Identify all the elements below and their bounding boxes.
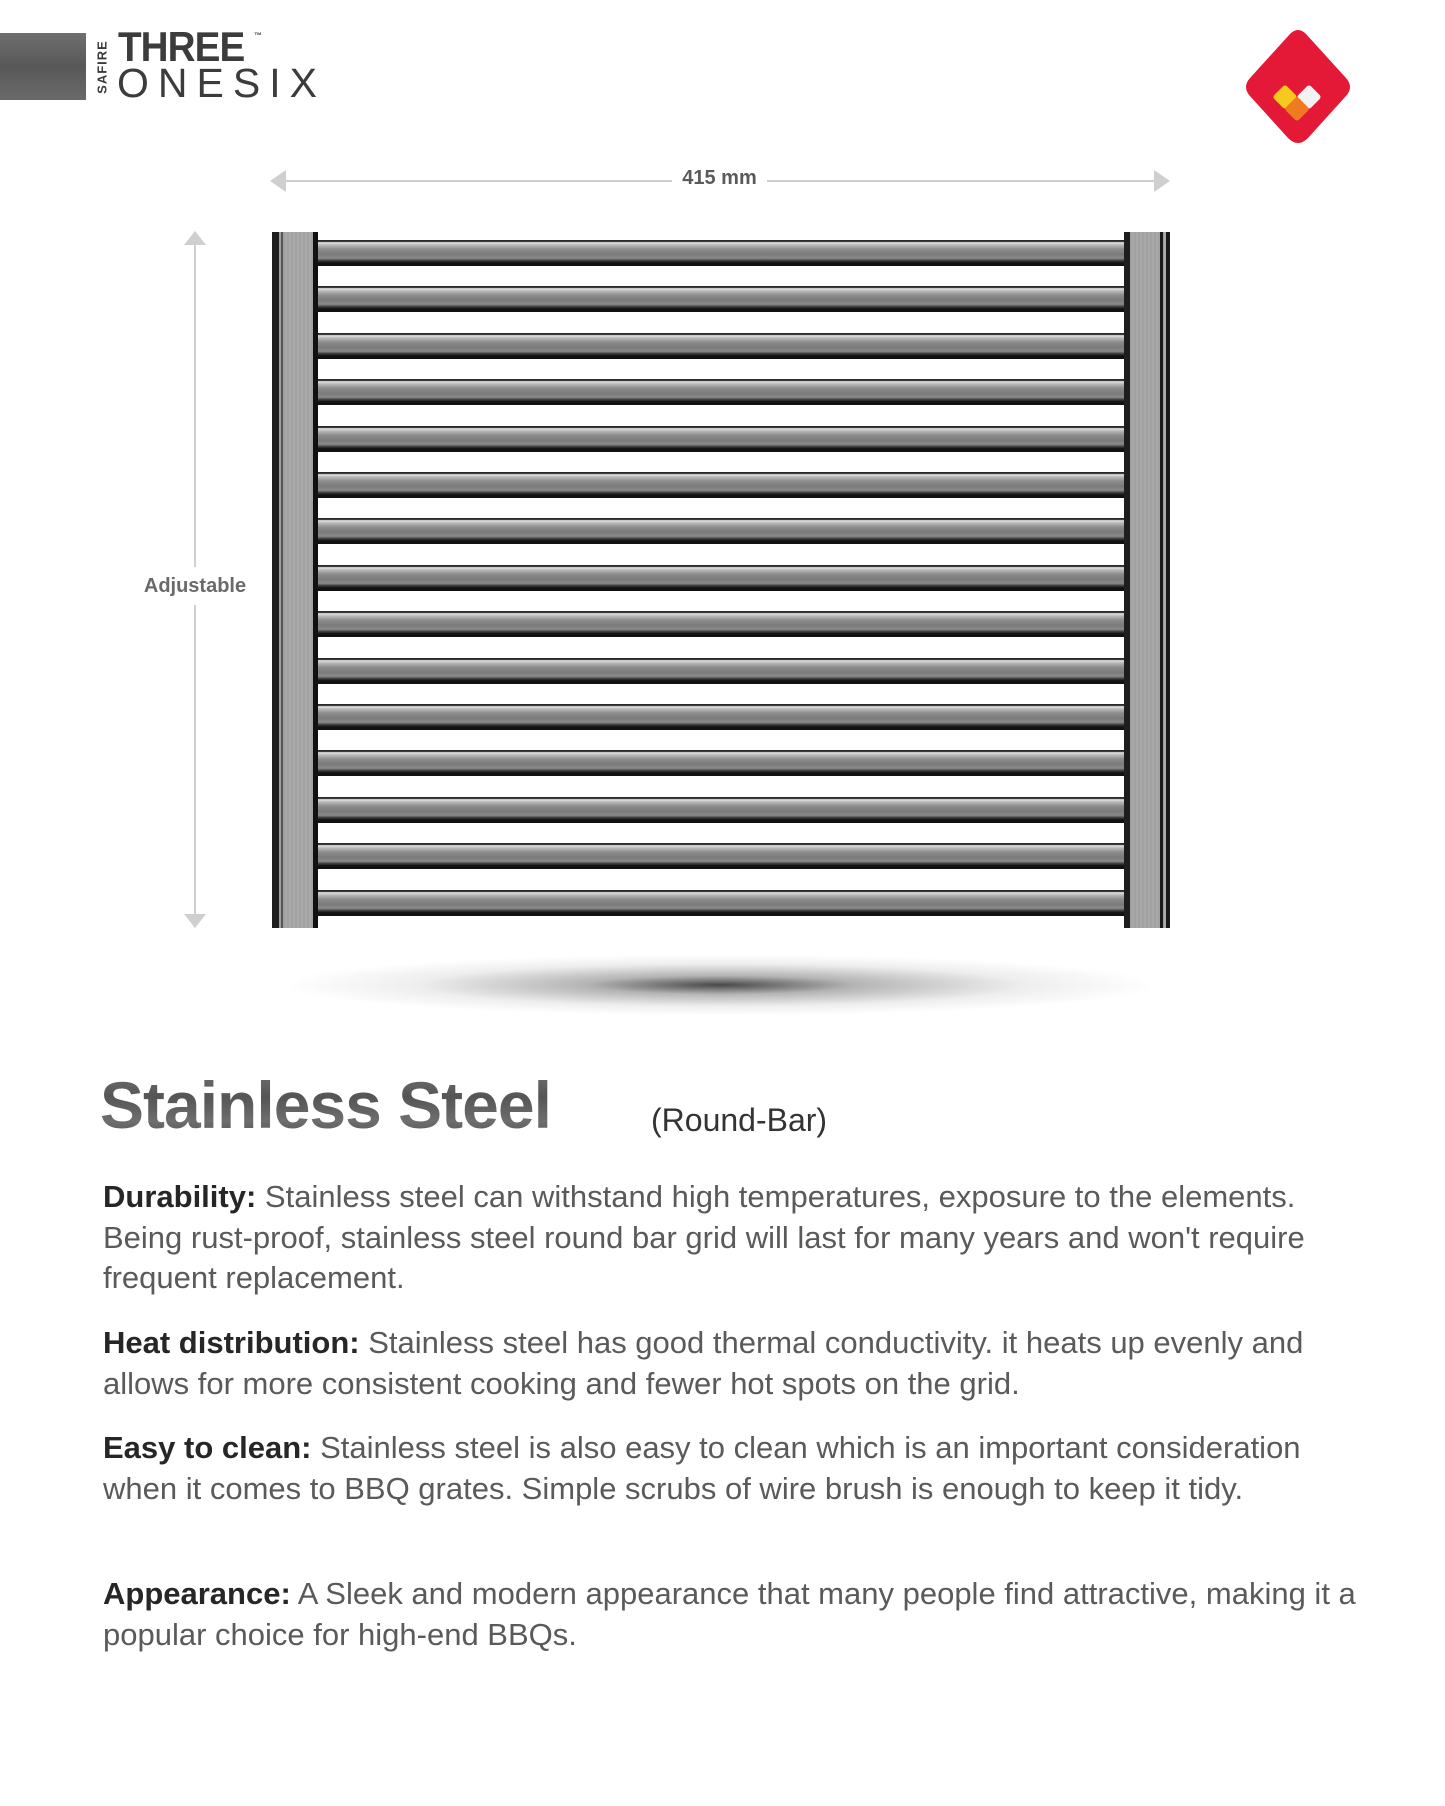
feature-durability: [103, 1177, 1363, 1299]
product-subtitle: (Round-Bar): [651, 1102, 828, 1138]
trademark-symbol: ™: [254, 31, 262, 40]
feature-label: Easy to clean:: [103, 1430, 312, 1465]
grill-bar: [318, 286, 1124, 312]
feature-text: Stainless steel can withstand high temperatures, exposure to the elements. Being rust-proof, stainless steel round bar grid will last for many years and won't require frequent replacement.: [103, 1179, 1305, 1295]
grill-bar: [318, 704, 1124, 730]
grill-bar: [318, 518, 1124, 544]
feature-appearance: [103, 1574, 1363, 1655]
brand-logo-vertical-text: [93, 33, 111, 100]
grill-bar: [318, 658, 1124, 684]
grill-bar: [318, 750, 1124, 776]
grill-bar: [318, 379, 1124, 405]
brand-logo-bar: [0, 33, 86, 100]
brand-logo-onesix: ONESIX: [117, 60, 326, 106]
feature-heat-distribution: [103, 1323, 1363, 1404]
grill-bar: [318, 797, 1124, 823]
logo-outer-diamond: [1246, 30, 1350, 143]
feature-label: Durability:: [103, 1179, 257, 1214]
grill-right-post: [1124, 232, 1170, 928]
height-dimension-value: Adjustable: [144, 567, 246, 605]
grill-bar: [318, 565, 1124, 591]
feature-label: Appearance:: [103, 1576, 291, 1611]
feature-text: Stainless steel is also easy to clean which is an important consideration when it comes to BBQ grates. Simple scrubs of wire brush is enough to keep it tidy.: [103, 1430, 1301, 1506]
feature-text: A Sleek and modern appearance that many people find attractive, making it a popular choice for high-end BBQs.: [103, 1576, 1356, 1652]
brand-safire-text: SAFIRE: [94, 39, 110, 94]
feature-easy-to-clean: [103, 1428, 1363, 1509]
grill-bar: [318, 240, 1124, 266]
feature-label: Heat distribution:: [103, 1325, 360, 1360]
grill-bar: [318, 333, 1124, 359]
height-dimension-label: [120, 575, 270, 598]
grill-bar: [318, 843, 1124, 869]
product-title: Stainless Steel: [100, 1065, 551, 1145]
grill-bar: [318, 426, 1124, 452]
brand-logo-three: THREE: [118, 23, 245, 70]
round-bar-grill-illustration: [272, 232, 1170, 928]
grill-left-post: [272, 232, 318, 928]
feature-text: Stainless steel has good thermal conductivity. it heats up evenly and allows for more consistent cooking and fewer hot spots on the grid.: [103, 1325, 1304, 1401]
width-dimension-label: [0, 167, 1445, 190]
grill-bar: [318, 472, 1124, 498]
arrow-down-icon: [184, 914, 206, 928]
grill-bar: [318, 611, 1124, 637]
flame-diamond-logo-icon: [1240, 26, 1356, 150]
width-dimension-value: 415 mm: [672, 167, 767, 189]
grill-shadow: [290, 955, 1150, 1015]
arrow-up-icon: [184, 231, 206, 245]
grill-bar: [318, 890, 1124, 916]
